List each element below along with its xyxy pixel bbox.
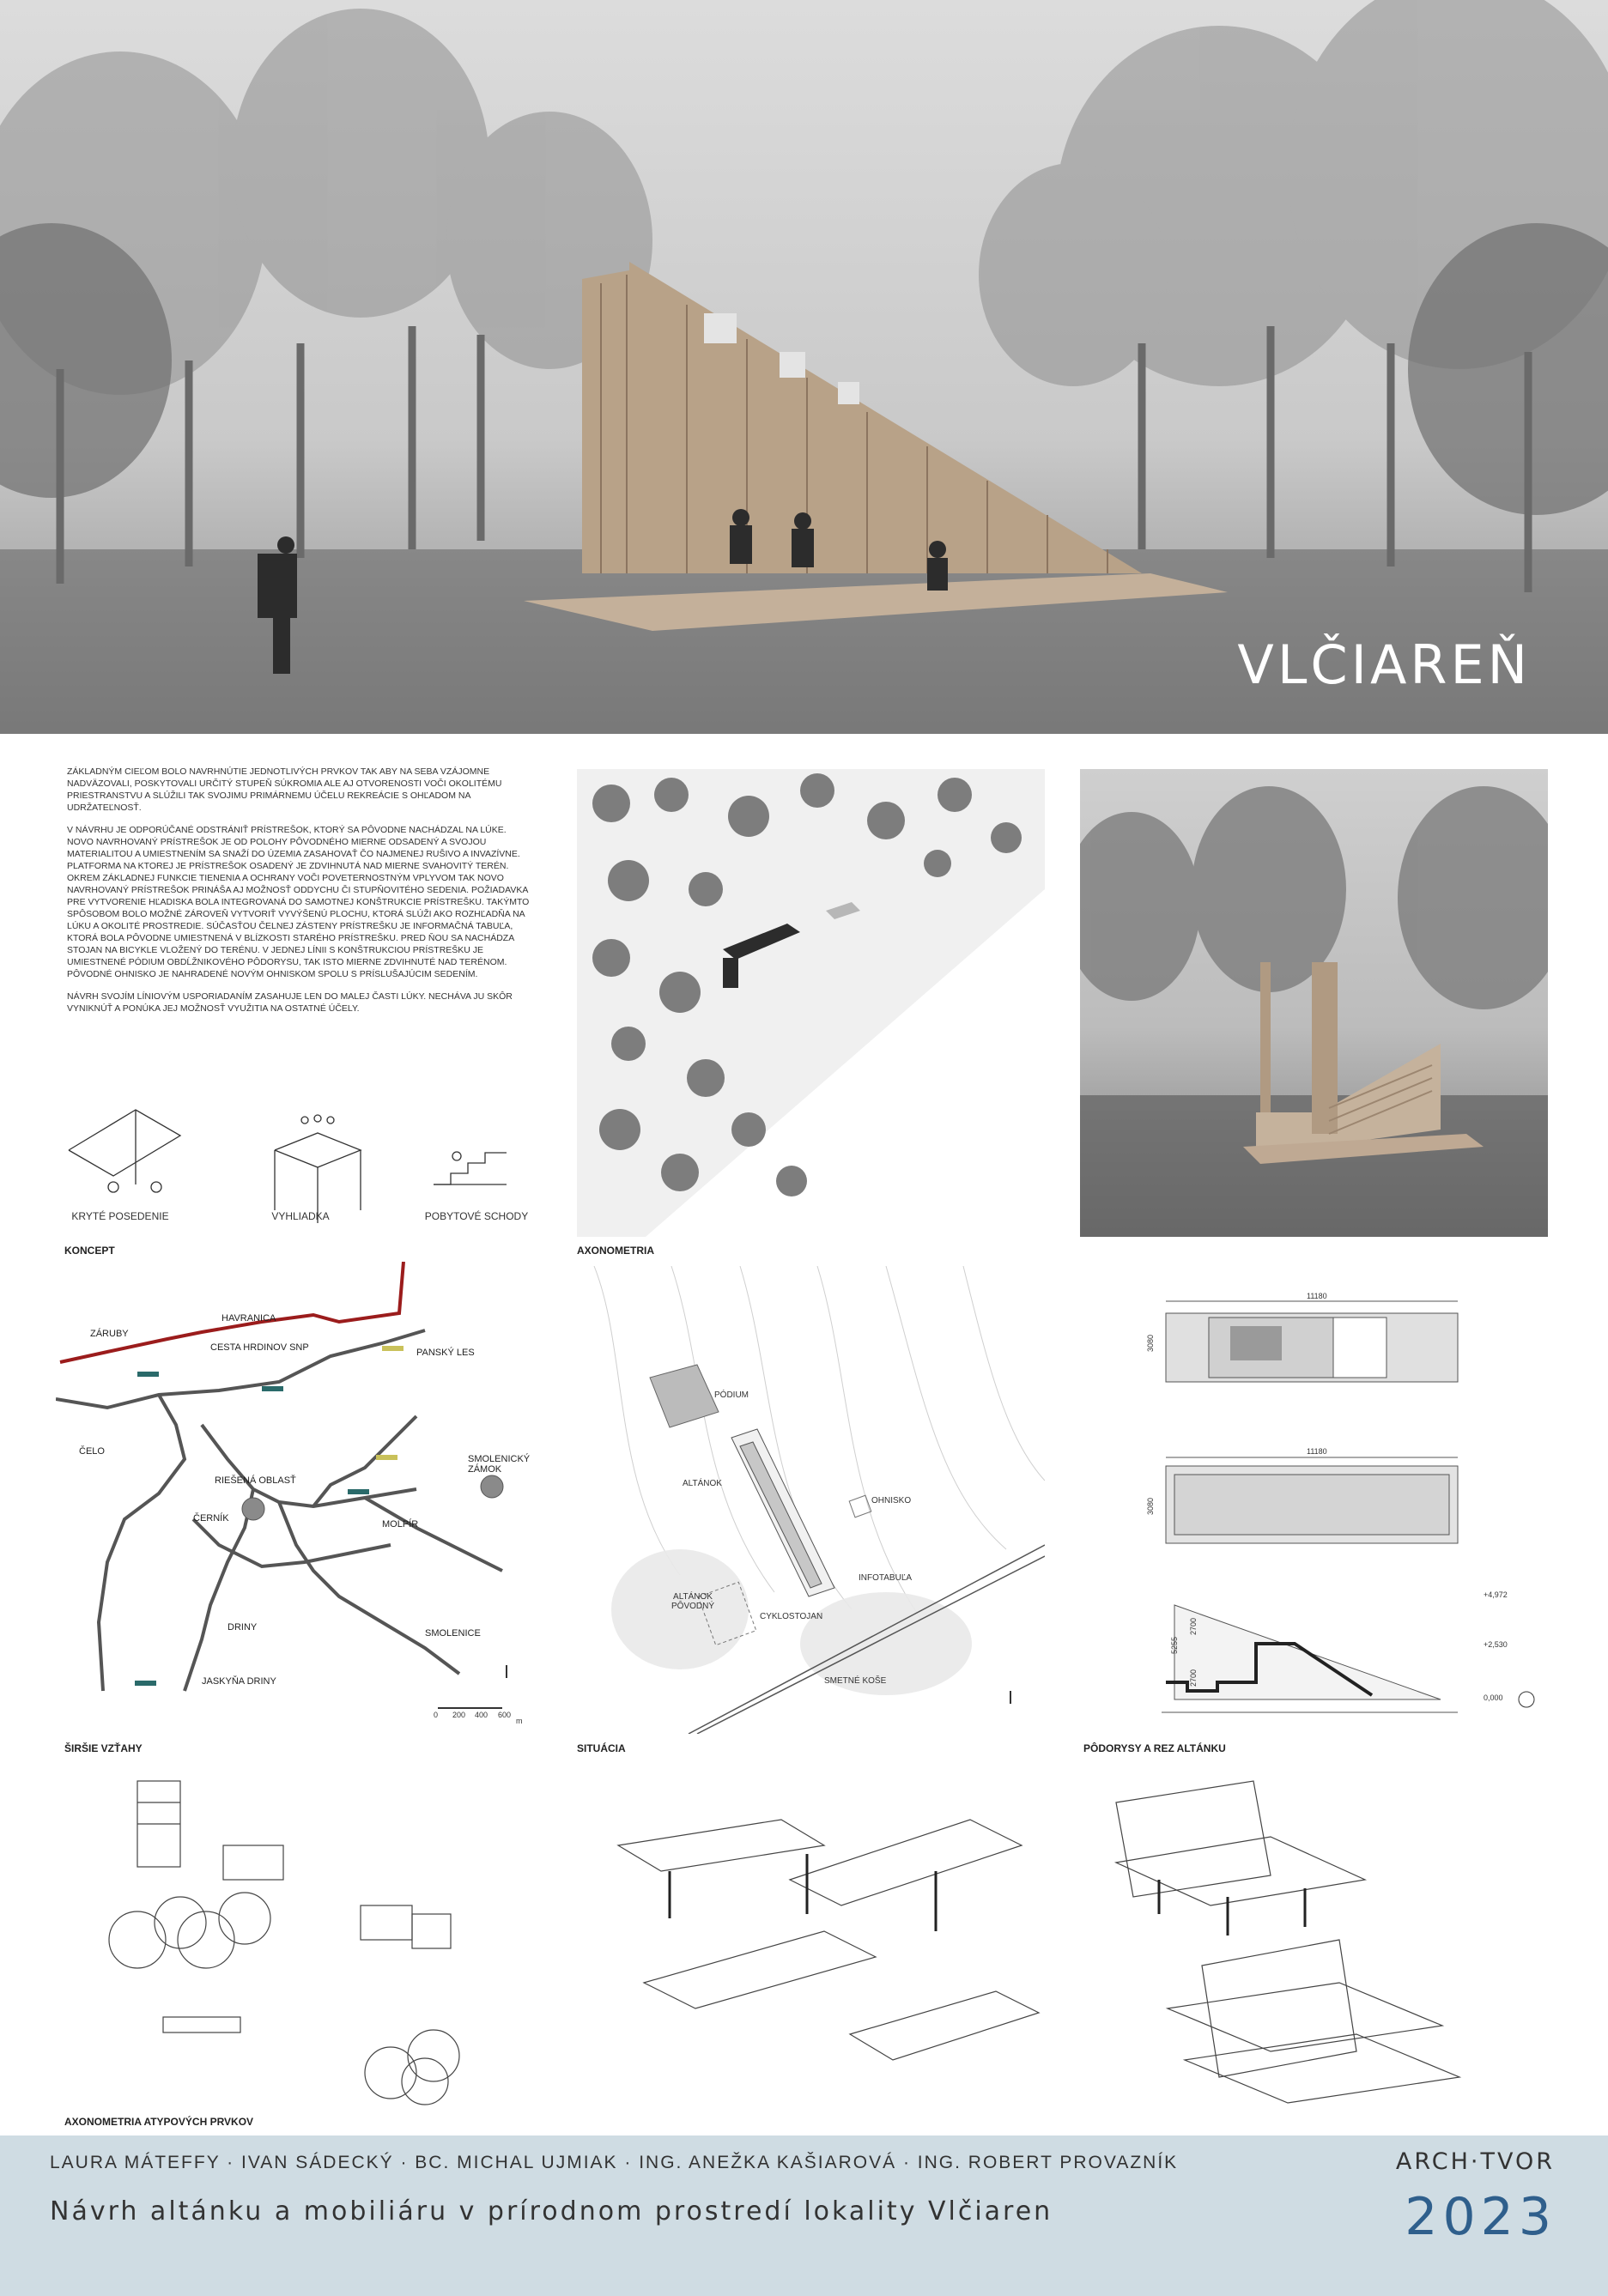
- scale-0: 0: [434, 1711, 439, 1719]
- dim-length-2: 11180: [1307, 1447, 1327, 1456]
- level-top: +4,972: [1484, 1590, 1508, 1599]
- map-place-celo: ČELO: [79, 1446, 105, 1457]
- dim-sec-c: 2700: [1189, 1669, 1198, 1687]
- situation-infotabula: INFOTABUĽA: [859, 1573, 913, 1583]
- stairs-illustration: [1080, 769, 1548, 1237]
- map-place-pansky: PANSKÝ LES: [416, 1348, 475, 1358]
- intro-text: [67, 766, 532, 1025]
- map-place-riesena: RIEŠENÁ OBLASŤ: [215, 1475, 296, 1486]
- footer-organization: ARCH·TVOR: [1395, 2148, 1555, 2175]
- dim-length-1: 11180: [1307, 1292, 1327, 1300]
- concept-item-lookout: VYHLIADKA: [271, 1210, 330, 1222]
- dim-height-1: 3080: [1146, 1334, 1156, 1353]
- plans-label: PÔDORYSY A REZ ALTÁNKU: [1083, 1742, 1226, 1754]
- context-map-label: ŠIRŠIE VZŤAHY: [64, 1742, 143, 1754]
- map-place-jaskyna: JASKYŇA DRINY: [202, 1676, 276, 1687]
- situation-plan: [577, 1266, 1045, 1734]
- atypical-drawings: [52, 1768, 1554, 2111]
- level-zero: 0,000: [1484, 1693, 1503, 1702]
- dim-sec-a: 2700: [1189, 1617, 1198, 1636]
- scale-unit: m: [516, 1717, 523, 1725]
- concept-item-covered: KRYTÉ POSEDENIE: [71, 1210, 169, 1222]
- level-mid: +2,530: [1484, 1640, 1508, 1649]
- footer-authors: LAURA MÁTEFFY · IVAN SÁDECKÝ · BC. MICHAL UJMIAK · ING. ANEŽKA KAŠIAROVÁ · ING. ROBERT PROVAZNÍK: [50, 2153, 1179, 2172]
- concept-diagrams: [60, 1103, 541, 1223]
- axonometry-drawing: [577, 769, 1045, 1237]
- scale-600: 600: [498, 1711, 512, 1719]
- situation-podium: PÓDIUM: [714, 1390, 749, 1400]
- footer-project-title: Návrh altánku a mobiliáru v prírodnom prostredí lokality Vlčiaren: [50, 2196, 1053, 2226]
- map-place-driny: DRINY: [228, 1622, 258, 1633]
- concept-sketches: [60, 1103, 541, 1223]
- dim-sec-b: 5255: [1170, 1636, 1180, 1655]
- atypical-label: AXONOMETRIA ATYPOVÝCH PRVKOV: [64, 2116, 254, 2128]
- map-place-zaruby: ZÁRUBY: [90, 1329, 129, 1339]
- map-place-cernik: ČERNÍK: [193, 1513, 229, 1524]
- intro-paragraph: ZÁKLADNÝM CIEĽOM BOLO NAVRHNÚTIE JEDNOTLIVÝCH PRVKOV TAK ABY NA SEBA VZÁJOMNE NADVÄZOVALI, POSKYTOVALI URČITÝ STUPEŇ SÚKROMIA ALE AJ OTVORENOSTI VOČI OKOLITÉMU PRIESTRANSTVU A SLÚŽILI TAK SVOJIMU PRIMÁRNEMU ÚČELU REKREÁCIE S OHĽADOM NA UDRŽATEĽNOSŤ.: [67, 766, 502, 813]
- atypical-elements: [52, 1768, 1554, 2111]
- hero-illustration: [0, 0, 1608, 734]
- situation-label: SITUÁCIA: [577, 1742, 626, 1754]
- axonometry-label: AXONOMETRIA: [577, 1245, 654, 1257]
- hero-render: [0, 0, 1608, 734]
- situation-smetne: SMETNÉ KOŠE: [824, 1676, 887, 1686]
- stairs-render: [1080, 769, 1548, 1237]
- situation-altanok-povodny: ALTÁNOK PÔVODNÝ: [671, 1592, 715, 1611]
- axonometry-site: [577, 769, 1045, 1237]
- map-place-molpir: MOLPÍR: [382, 1519, 419, 1530]
- scale-400: 400: [475, 1711, 488, 1719]
- map-place-cesta: CESTA HRDINOV SNP: [210, 1342, 309, 1353]
- hero-title: VLČIAREŇ: [1237, 633, 1531, 696]
- map-place-smolenice: SMOLENICE: [425, 1628, 481, 1639]
- situation-ohnisko: OHNISKO: [871, 1496, 912, 1505]
- situation-cyklostojan: CYKLOSTOJAN: [760, 1612, 823, 1621]
- situation-altanok: ALTÁNOK: [683, 1479, 722, 1488]
- dim-height-2: 3080: [1146, 1497, 1156, 1516]
- map-place-havranica: HAVRANICA: [221, 1313, 276, 1324]
- concept-label: KONCEPT: [64, 1245, 115, 1257]
- map-place-smolenicky: SMOLENICKÝ ZÁMOK: [468, 1454, 531, 1475]
- scale-200: 200: [452, 1711, 466, 1719]
- situation-drawing: [577, 1266, 1045, 1734]
- intro-paragraph: NÁVRH SVOJÍM LÍNIOVÝM USPORIADANÍM ZASAHUJE LEN DO MALEJ ČASTI LÚKY. NECHÁVA JU SKÔR VYNIKNÚŤ A PONÚKA JEJ MOŽNOSŤ VYUŽITIA NA OSTATNÉ ÚČELY.: [67, 991, 513, 1014]
- concept-item-stairs: POBYTOVÉ SCHODY: [424, 1210, 529, 1222]
- footer-year: 2023: [1405, 2187, 1556, 2247]
- intro-paragraph: V NÁVRHU JE ODPORÚČANÉ ODSTRÁNIŤ PRÍSTREŠOK, KTORÝ SA PÔVODNE NACHÁDZAL NA LÚKE. NOVO NAVRHOVANÝ PRÍSTREŠOK JE OD POLOHY PÔVODNÉHO MIERNE ODSADENÝ A SVOJOU MATERIALITOU A UMIESTNENÍM SA SNAŽÍ DO ÚZEMIA ZASAHOVAŤ ČO NAJMENEJ RUŠIVO A INVAZÍVNE. PLATFORMA NA KTOREJ JE PRÍSTREŠOK OSADENÝ JE ZDVIHNUTÁ NAD MIERNE SVAHOVITÝ TERÉN. OKREM ZÁKLADNEJ FUNKCIE TIENENIA A OCHRANY VOČI POVETERNOSTNÝM VPLYVOM TAK NOVO NAVRHOVANÝ PRÍSTREŠOK PRINÁŠA AJ MOŽNOSŤ ODDYCHU ČI STUPŇOVITÉHO SEDENIA. POŽIADAVKA PRE VYTVORENIE HĽADISKA BOLA INTEGROVANÁ DO SAMOTNEJ KONŠTRUKCIE PRÍSTREŠKU. TAKÝMTO SPÔSOBOM BOLO MOŽNÉ ZÁROVEŇ VYTVORIŤ VYVÝŠENÚ PLOCHU, KTORÁ SLÚŽI AKO ROZHĽADŇA NA LÚKU A OKOLITÉ PROSTREDIE. SÚČASŤOU ČELNEJ ZÁSTENY PRÍSTREŠKU JE INFORMAČNÁ TABUĽA, KTORÁ BOLA PÔVODNE UMIESTNENÁ V BLÍZKOSTI STARÉHO PRÍSTREŠKU. PRED ŇOU SA NACHÁDZA STOJAN NA BICYKLE VLOŽENÝ DO TERÉNU. V JEDNEJ LÍNII S KONŠTRUKCIOU PRÍSTREŠKU JE UMIESTNENÉ PÓDIUM OBDĹŽNIKOVÉHO PÔDORYSU, TAK ISTO MIERNE ZDVIHNUTÉ NAD TERÉNOM. PÔVODNÉ OHNISKO JE NAHRADENÉ NOVÝM OHNISKOM SPOLU S PRÍSLUŠAJÚCIM SEDENÍM.: [67, 825, 530, 979]
